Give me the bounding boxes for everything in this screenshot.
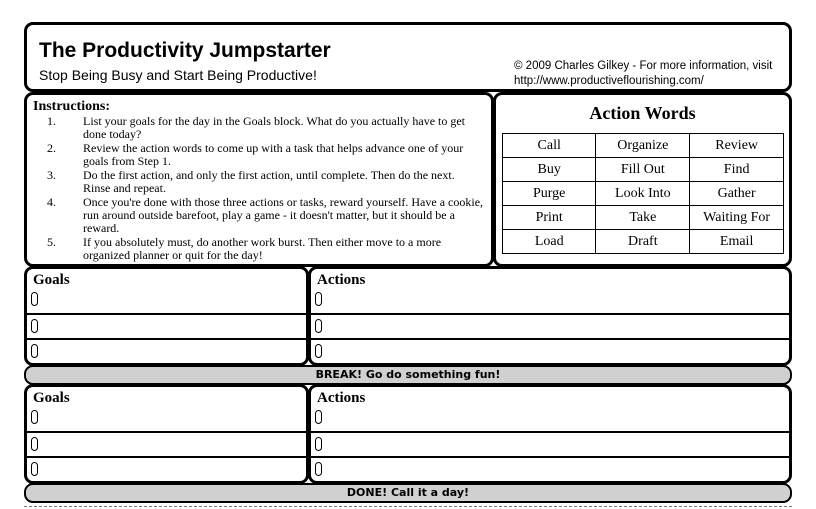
instruction-text: List your goals for the day in the Goals block. What do you actually have to get done today? xyxy=(83,114,466,141)
page-subtitle: Stop Being Busy and Start Being Productive! xyxy=(39,67,317,83)
checkbox[interactable] xyxy=(31,292,38,306)
action-word: Organize xyxy=(596,134,690,158)
instruction-item xyxy=(33,142,485,168)
action-words-table xyxy=(502,133,784,254)
action-word: Gather xyxy=(690,182,784,206)
actions-block-2 xyxy=(308,384,792,484)
action-row[interactable] xyxy=(311,431,789,458)
instruction-number: 4. xyxy=(47,195,56,209)
goals-title: Goals xyxy=(33,272,70,288)
instruction-item xyxy=(33,236,485,262)
action-word: Look Into xyxy=(596,182,690,206)
checkbox[interactable] xyxy=(31,319,38,333)
action-words-title: Action Words xyxy=(589,103,696,123)
instructions-title: Instructions: xyxy=(33,99,111,114)
instruction-text: Review the action words to come up with a task that helps advance one of your goals from Step 1. xyxy=(83,141,464,168)
goal-row[interactable] xyxy=(27,338,306,365)
header-box xyxy=(24,22,792,92)
action-row[interactable] xyxy=(311,338,789,365)
action-word: Draft xyxy=(596,230,690,254)
instruction-number: 3. xyxy=(47,168,56,182)
copyright-line-1: © 2009 Charles Gilkey - For more information, visit xyxy=(514,60,773,72)
instruction-text: Do the first action, and only the first action, until complete. Then do the next. Rinse and repeat. xyxy=(83,168,455,195)
checkbox[interactable] xyxy=(31,462,38,476)
instruction-text: If you absolutely must, do another work burst. Then either move to a more organized planner or quit for the day! xyxy=(83,235,442,262)
checkbox[interactable] xyxy=(315,344,322,358)
checkbox[interactable] xyxy=(31,344,38,358)
checkbox[interactable] xyxy=(315,437,322,451)
actions-title: Actions xyxy=(317,390,366,406)
checkbox[interactable] xyxy=(31,437,38,451)
checkbox[interactable] xyxy=(31,410,38,424)
action-row[interactable] xyxy=(311,456,789,483)
action-word: Waiting For xyxy=(690,206,784,230)
action-word: Find xyxy=(690,158,784,182)
goal-row[interactable] xyxy=(27,313,306,340)
copyright-url[interactable]: http://www.productiveflourishing.com/ xyxy=(514,75,704,87)
break-bar: BREAK! Go do something fun! xyxy=(24,365,792,385)
goals-block-1 xyxy=(24,266,309,366)
cut-line xyxy=(24,506,792,507)
goal-row[interactable] xyxy=(27,288,306,313)
action-words-row xyxy=(503,182,784,206)
action-word: Load xyxy=(503,230,596,254)
instruction-item xyxy=(33,115,485,141)
action-word: Fill Out xyxy=(596,158,690,182)
goal-row[interactable] xyxy=(27,456,306,483)
action-word: Review xyxy=(690,134,784,158)
action-word: Print xyxy=(503,206,596,230)
actions-title: Actions xyxy=(317,272,366,288)
instruction-item xyxy=(33,196,485,235)
instructions-list xyxy=(33,115,485,263)
action-word: Purge xyxy=(503,182,596,206)
instruction-number: 5. xyxy=(47,235,56,249)
action-words-box xyxy=(493,92,792,267)
action-word: Call xyxy=(503,134,596,158)
action-words-row xyxy=(503,206,784,230)
actions-block-1 xyxy=(308,266,792,366)
instruction-item xyxy=(33,169,485,195)
goal-row[interactable] xyxy=(27,431,306,458)
instruction-number: 2. xyxy=(47,141,56,155)
goals-title: Goals xyxy=(33,390,70,406)
action-words-row xyxy=(503,134,784,158)
action-row[interactable] xyxy=(311,313,789,340)
instructions-box xyxy=(24,92,494,267)
checkbox[interactable] xyxy=(315,462,322,476)
action-row[interactable] xyxy=(311,406,789,431)
action-words-row xyxy=(503,230,784,254)
action-words-row xyxy=(503,158,784,182)
action-word: Email xyxy=(690,230,784,254)
checkbox[interactable] xyxy=(315,319,322,333)
checkbox[interactable] xyxy=(315,410,322,424)
instruction-number: 1. xyxy=(47,114,56,128)
instruction-text: Once you're done with those three actions or tasks, reward yourself. Have a cookie, run around outside barefoot, play a game - it doesn't matter, but it should be a reward. xyxy=(83,195,484,235)
checkbox[interactable] xyxy=(315,292,322,306)
goals-block-2 xyxy=(24,384,309,484)
action-word: Buy xyxy=(503,158,596,182)
page-title: The Productivity Jumpstarter xyxy=(39,39,331,62)
done-bar: DONE! Call it a day! xyxy=(24,483,792,503)
goal-row[interactable] xyxy=(27,406,306,431)
action-row[interactable] xyxy=(311,288,789,313)
copyright-notice xyxy=(514,59,794,89)
action-word: Take xyxy=(596,206,690,230)
